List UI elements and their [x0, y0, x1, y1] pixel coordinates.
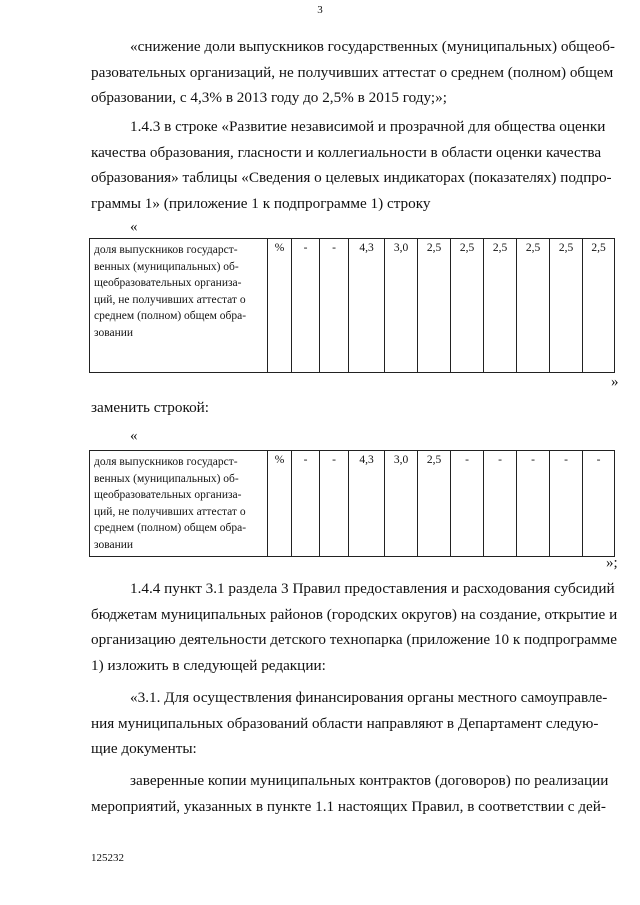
desc-line: щеобразовательных организа-	[94, 277, 242, 289]
replace-text	[91, 395, 620, 421]
paragraph-line: заменить строкой:	[91, 399, 210, 416]
value-cell: 3,0	[385, 239, 418, 373]
value-cell: -	[550, 451, 583, 557]
desc-line: доля выпускников государст-	[94, 456, 238, 468]
paragraph-line: «3.1. Для осуществления финансирования органы местного самоуправле-	[130, 689, 608, 706]
desc-line: доля выпускников государст-	[94, 244, 238, 256]
indicator-description	[90, 451, 268, 557]
paragraph-line: разовательных организаций, не получивших аттестат о среднем (полном) общем	[91, 63, 614, 81]
value-cell: -	[292, 451, 320, 557]
value-cell: -	[451, 451, 484, 557]
value-cell: 2,5	[418, 239, 451, 373]
paragraph-line: граммы 1» (приложение 1 к подпрограмме 1) строку	[91, 194, 431, 212]
indicator-table-old	[89, 238, 615, 373]
paragraph-line: бюджетам муниципальных районов (городских округов) на создание, открытие и	[91, 605, 618, 623]
value-cell: -	[320, 239, 349, 373]
desc-line: венных (муниципальных) об-	[94, 472, 239, 485]
paragraph-line: качества образования, гласности и коллегиальности в области оценки качества	[91, 143, 602, 161]
paragraph-line: 1.4.4 пункт 3.1 раздела 3 Правил предоставления и расходования субсидий	[130, 580, 615, 597]
unit-cell: %	[268, 239, 292, 373]
page-number: 3	[317, 4, 323, 16]
paragraph-line: 1.4.3 в строке «Развитие независимой и прозрачной для общества оценки	[130, 118, 606, 135]
paragraph-line: заверенные копии муниципальных контрактов (договоров) по реализации	[130, 772, 609, 789]
value-cell: 4,3	[349, 451, 385, 557]
paragraph-line: ния муниципальных образований области направляют в Департамент следую-	[91, 714, 599, 732]
paragraph-2	[91, 114, 620, 216]
paragraph-line: 1) изложить в следующей редакции:	[91, 656, 326, 674]
paragraph-5	[91, 768, 620, 819]
value-cell: 2,5	[418, 451, 451, 557]
paragraph-line: организацию деятельности детского технопарка (приложение 10 к подпрограмме	[91, 631, 617, 648]
paragraph-line: мероприятий, указанных в пункте 1.1 настоящих Правил, в соответствии с дей-	[91, 797, 606, 815]
desc-line: среднем (полном) общем обра-	[94, 522, 247, 534]
value-cell: 2,5	[550, 239, 583, 373]
value-cell: 2,5	[517, 239, 550, 373]
desc-line: щеобразовательных организа-	[94, 489, 242, 501]
value-cell: 2,5	[583, 239, 615, 373]
value-cell: -	[292, 239, 320, 373]
value-cell: 2,5	[484, 239, 517, 373]
quote-close: »	[611, 374, 619, 390]
footer-code: 125232	[91, 852, 124, 864]
paragraph-4	[91, 685, 620, 762]
quote-open: «	[130, 428, 138, 444]
paragraph-3	[91, 576, 620, 678]
value-cell: -	[320, 451, 349, 557]
indicator-description	[90, 239, 268, 373]
paragraph-line: образовании, с 4,3% в 2013 году до 2,5% в 2015 году;»;	[91, 89, 447, 106]
value-cell: 3,0	[385, 451, 418, 557]
value-cell: -	[484, 451, 517, 557]
quote-open: «	[130, 219, 138, 235]
paragraph-line: щие документы:	[91, 740, 197, 757]
desc-line: среднем (полном) общем обра-	[94, 310, 247, 322]
desc-line: венных (муниципальных) об-	[94, 260, 239, 273]
paragraph-1	[91, 34, 620, 111]
unit-cell: %	[268, 451, 292, 557]
desc-line: ций, не получивших аттестат о	[94, 293, 246, 306]
value-cell: 2,5	[451, 239, 484, 373]
quote-close: »;	[606, 555, 618, 571]
value-cell: 4,3	[349, 239, 385, 373]
table-row	[90, 451, 615, 557]
desc-line: зовании	[94, 326, 134, 339]
paragraph-line: образования» таблицы «Сведения о целевых индикаторах (показателях) подпро-	[91, 169, 612, 186]
table-row	[90, 239, 615, 373]
paragraph-line: «снижение доли выпускников государственных (муниципальных) общеоб-	[130, 38, 615, 55]
desc-line: ций, не получивших аттестат о	[94, 505, 246, 518]
value-cell: -	[583, 451, 615, 557]
value-cell: -	[517, 451, 550, 557]
desc-line: зовании	[94, 538, 134, 551]
indicator-table-new	[89, 450, 615, 557]
